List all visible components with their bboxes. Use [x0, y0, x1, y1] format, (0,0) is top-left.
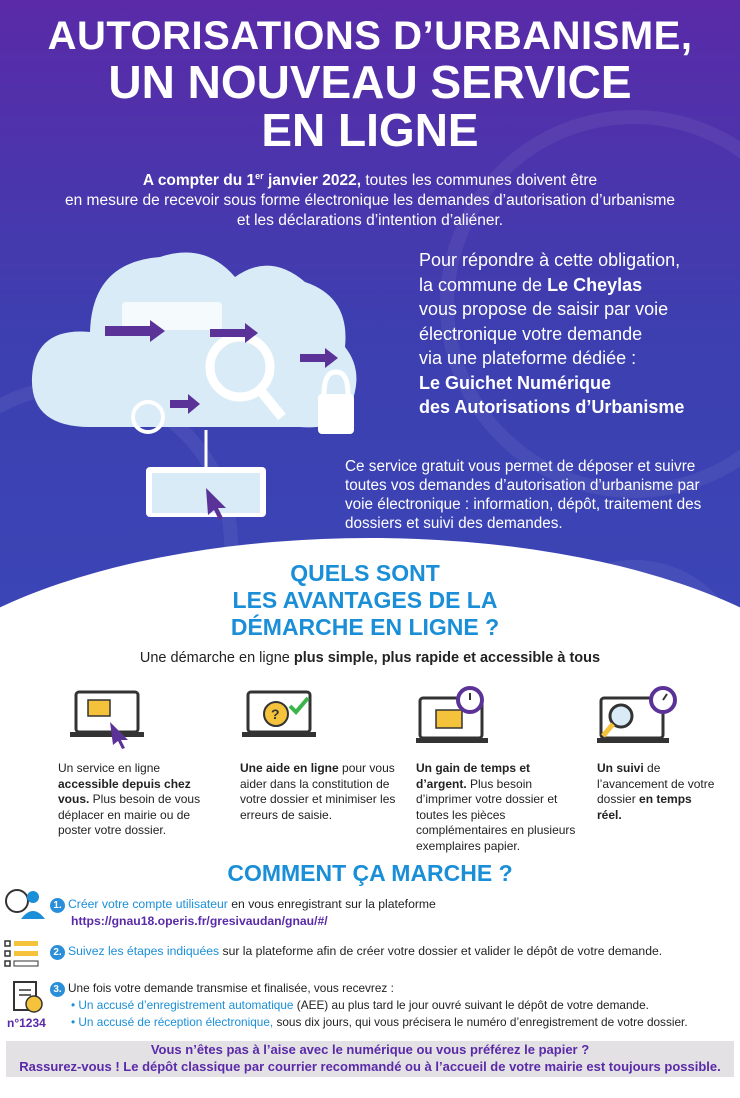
title-line-2-text: UN NOUVEAU SERVICE [108, 56, 632, 108]
laptop-folder-clock-icon [416, 686, 506, 750]
advantage-1-pre: Un service en ligne [58, 761, 161, 775]
doc-number: n°1234 [7, 1016, 46, 1030]
intro-sup: er [255, 171, 264, 181]
step-3-bullet-2-link: • Un accusé de réception électronique, [71, 1015, 274, 1029]
laptop-magnifier-icon [597, 686, 687, 750]
intro-rest: toutes les communes doivent être [361, 172, 598, 190]
intro-date: A compter du 1 [142, 172, 256, 190]
platform-url-link[interactable]: https://gnau18.operis.fr/gresivaudan/gnau/#/ [71, 914, 328, 928]
doc-shape [122, 302, 222, 330]
how-title: COMMENT ÇA MARCHE ? [227, 860, 513, 886]
advantage-item [597, 686, 717, 823]
subtitle-bold: plus simple, plus rapide et accessible à tous [293, 650, 601, 666]
document-badge-icon [10, 980, 46, 1016]
service-description: Ce service gratuit vous permet de déposer et suivre toutes vos demandes d’autorisation d’urbanisme par voie électronique : information, dépôt, traitement des dossiers et suivi des demandes. [345, 458, 702, 532]
advantage-3-text [416, 761, 581, 854]
advantage-1-post: Plus besoin de vous déplacer en mairie ou de poster votre dossier. [58, 792, 201, 837]
padlock-icon [318, 394, 354, 434]
advantage-4-bold: Un suivi [597, 761, 644, 775]
footer-line-2: Rassurez-vous ! Le dépôt classique par courrier recommandé ou à l’accueil de votre mairie est toujours possible. [19, 1059, 721, 1074]
commune-name: Le Cheylas [547, 274, 643, 295]
intro-line-3: et les déclarations d’intention d’aliéner. [236, 212, 504, 230]
step-3-intro: Une fois votre demande transmise et finalisée, vous recevrez : [68, 981, 394, 995]
step-1-link[interactable]: Créer votre compte utilisateur [68, 897, 228, 911]
advantage-3-bold: Un gain de temps et d’argent. [416, 761, 531, 791]
step-2-rest: sur la plateforme afin de créer votre dossier et valider le dépôt de votre demande. [219, 944, 663, 958]
obligation-line-1: Pour répondre à cette obligation, [419, 250, 681, 270]
title-line-3-text: EN LIGNE [261, 104, 479, 156]
advantage-4-text [597, 761, 717, 823]
advantage-1-text [58, 761, 218, 839]
advantage-1-bold: accessible depuis chez vous. [58, 776, 191, 806]
step-1-number: 1. [50, 898, 65, 913]
advantages-title-1: QUELS SONT [290, 560, 440, 586]
subtitle-pre: Une démarche en ligne [139, 650, 294, 666]
advantages-title-3: DÉMARCHE EN LIGNE ? [230, 614, 500, 640]
obligation-line-4: électronique votre demande [419, 323, 643, 344]
obligation-line-2: la commune de [419, 274, 548, 295]
step-2-number: 2. [50, 945, 65, 960]
intro-date-end: janvier 2022, [263, 172, 362, 190]
platform-name-1: Le Guichet Numérique [419, 372, 612, 393]
advantages-subtitle [0, 650, 740, 666]
step-2-link[interactable]: Suivez les étapes indiquées [68, 944, 220, 958]
advantages-title [140, 560, 590, 641]
step-3 [50, 980, 738, 1031]
advantage-2-post: pour vous aider dans la constitution de votre dossier et minimiser les erreurs de saisie. [240, 761, 396, 822]
svg-text:?: ? [271, 706, 280, 722]
user-globe-icon [3, 885, 47, 921]
step-1-rest: en vous enregistrant sur la plateforme [227, 897, 436, 911]
advantage-4-bold2: en temps réel. [597, 792, 692, 822]
step-1 [50, 896, 730, 930]
advantage-2-text [240, 761, 400, 823]
laptop-gear-icon [240, 686, 330, 750]
obligation-line-5: via une plateforme dédiée : [419, 348, 637, 368]
step-3-number: 3. [50, 982, 65, 997]
advantage-4-post: de l’avancement de votre dossier [597, 761, 715, 806]
advantage-item [240, 686, 400, 823]
platform-name-2: des Autorisations d’Urbanisme [419, 397, 685, 417]
intro-line-2: en mesure de recevoir sous forme électronique les demandes d’autorisation d’urbanisme [65, 192, 675, 210]
title-line-1: AUTORISATIONS D’URBANISME, [47, 14, 693, 58]
step-2 [50, 943, 735, 960]
step-3-bullet-1-rest: (AEE) au plus tard le jour ouvré suivant le dépôt de votre demande. [293, 998, 649, 1012]
advantage-2-bold: Une aide en ligne [240, 761, 339, 775]
footer-banner [6, 1041, 734, 1077]
step-3-bullet-2-rest: sous dix jours, qui vous précisera le numéro d’enregistrement de votre dossier. [273, 1015, 688, 1029]
step-3-bullet-1-link: • Un accusé d’enregistrement automatique [71, 998, 294, 1012]
advantage-item [416, 686, 581, 854]
advantage-3-post: Plus besoin d’imprimer votre dossier et toutes les pièces complémentaires en plusieurs exemplaires papier. [416, 776, 576, 853]
obligation-block [419, 248, 729, 420]
footer-line-1: Vous n’êtes pas à l’aise avec le numérique ou vous préférez le papier ? [150, 1042, 590, 1057]
advantages-title-2: LES AVANTAGES DE LA [232, 587, 498, 613]
obligation-line-3: vous propose de saisir par voie [419, 299, 669, 319]
cloud-illustration [20, 222, 365, 522]
checklist-icon [3, 937, 47, 971]
laptop-screen [152, 473, 260, 513]
advantage-item [58, 686, 218, 839]
title-line-2 [0, 58, 740, 154]
laptop-envelope-icon [58, 686, 148, 750]
